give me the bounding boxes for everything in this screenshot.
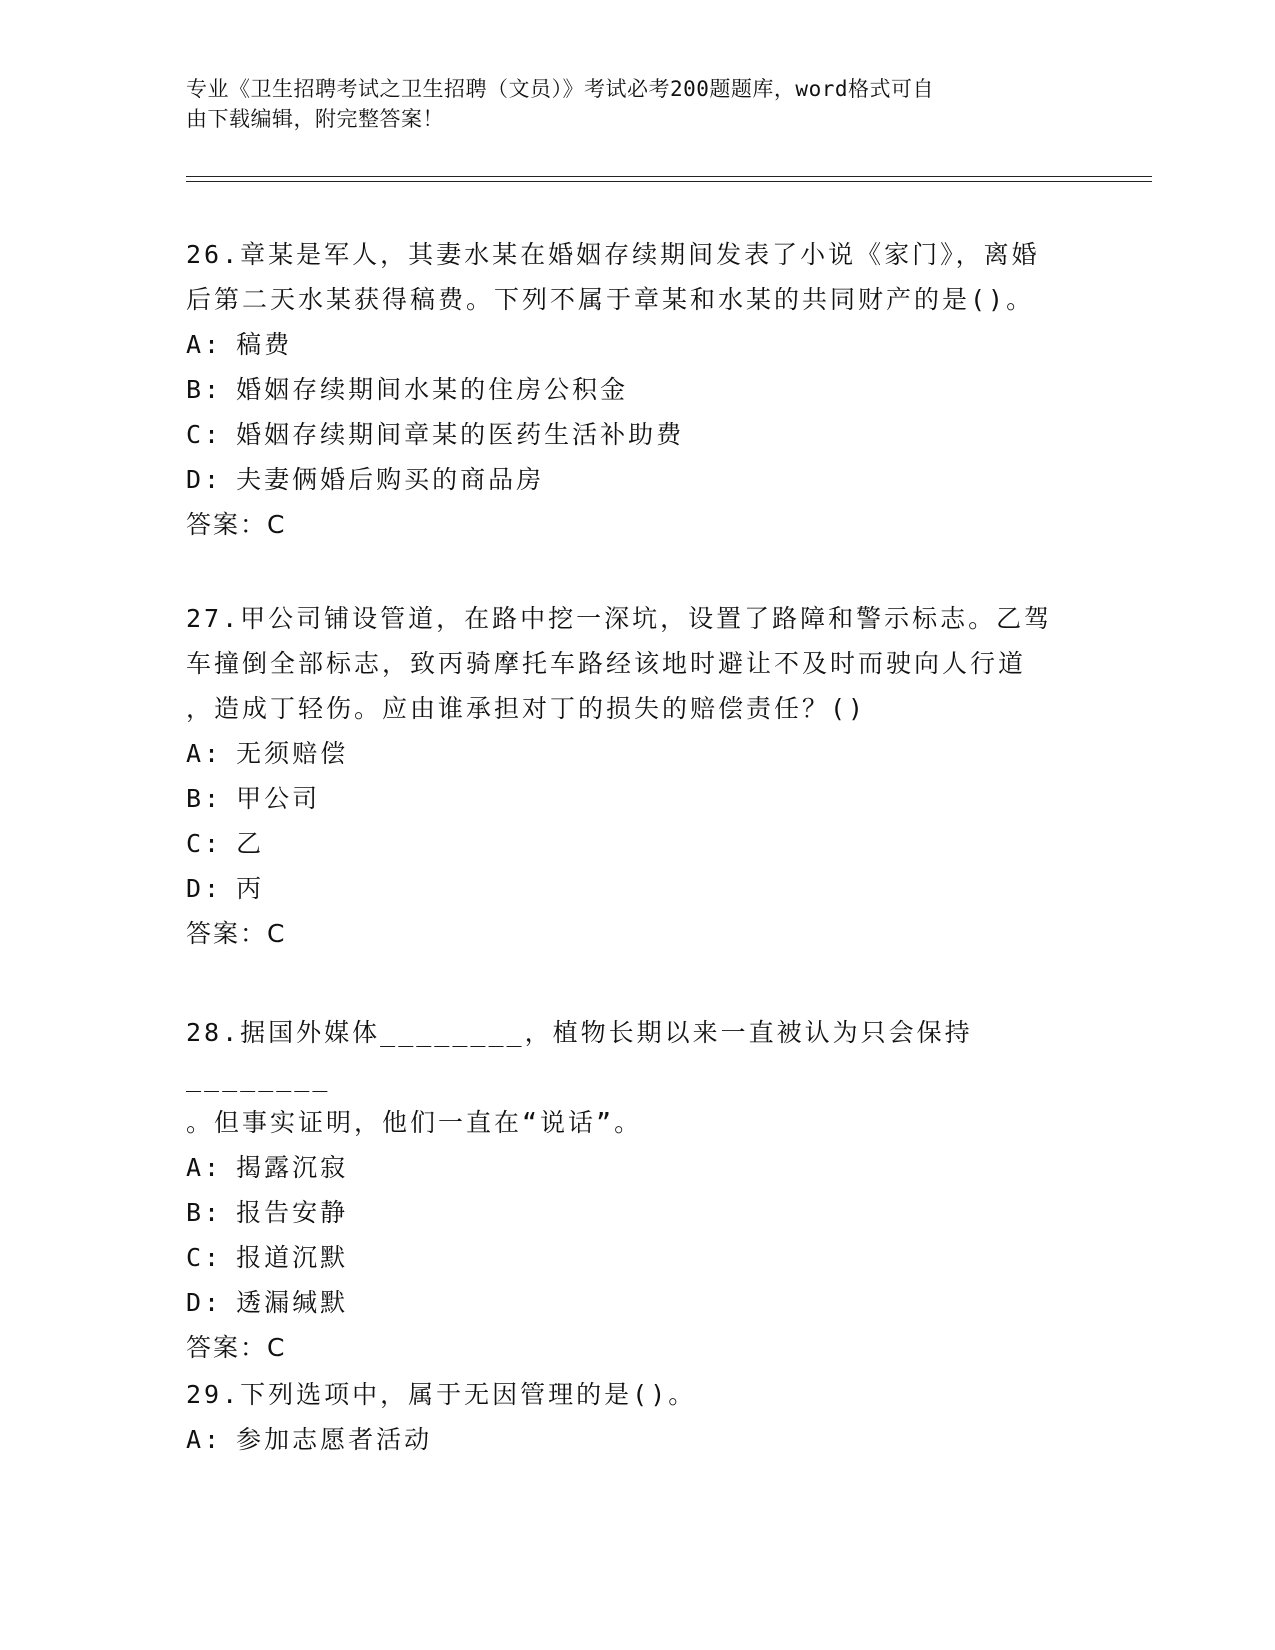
question-stem-line: 29.下列选项中，属于无因管理的是()。 [186, 1380, 697, 1409]
option-a [186, 322, 1086, 367]
option-text: 乙 [236, 829, 265, 858]
option-a [186, 1145, 1086, 1190]
question-stem-line: 。但事实证明，他们一直在“说话”。 [186, 1108, 643, 1137]
option-label: B: [186, 1198, 223, 1227]
question-26 [186, 232, 1086, 547]
option-label: A: [186, 1153, 223, 1182]
option-c [186, 821, 1086, 866]
option-label: C: [186, 1243, 223, 1272]
document-header [186, 74, 1066, 134]
question-29 [186, 1372, 1086, 1462]
answer: 答案：C [186, 1333, 287, 1362]
option-d [186, 866, 1086, 911]
option-text: 揭露沉寂 [236, 1153, 349, 1182]
answer: 答案：C [186, 919, 287, 948]
question-stem-line: ，造成丁轻伤。应由谁承担对丁的损失的赔偿责任？() [186, 694, 867, 723]
option-text: 夫妻俩婚后购买的商品房 [236, 465, 545, 494]
header-line-1: 专业《卫生招聘考试之卫生招聘（文员）》考试必考200题题库，word格式可自 [186, 77, 934, 101]
question-stem-line: 26.章某是军人，其妻水某在婚姻存续期间发表了小说《家门》，离婚 [186, 240, 1040, 269]
option-label: B: [186, 784, 223, 813]
question-stem [186, 1372, 1086, 1417]
header-divider-bottom [186, 181, 1152, 182]
option-label: C: [186, 829, 223, 858]
question-28 [186, 1010, 1086, 1370]
header-divider-top [186, 176, 1152, 177]
option-text: 婚姻存续期间水某的住房公积金 [236, 375, 629, 404]
option-label: A: [186, 1425, 223, 1454]
option-b [186, 1190, 1086, 1235]
question-stem [186, 232, 1086, 322]
option-c [186, 412, 1086, 457]
option-text: 婚姻存续期间章某的医药生活补助费 [236, 420, 685, 449]
option-text: 报告安静 [236, 1198, 349, 1227]
option-text: 稿费 [236, 330, 293, 359]
option-d [186, 457, 1086, 502]
option-text: 丙 [236, 874, 265, 903]
option-text: 无须赔偿 [236, 739, 349, 768]
option-label: D: [186, 465, 223, 494]
option-label: C: [186, 420, 223, 449]
option-a [186, 1417, 1086, 1462]
header-line-2: 由下载编辑，附完整答案！ [186, 107, 444, 131]
option-text: 参加志愿者活动 [236, 1425, 433, 1454]
question-stem-line: 27.甲公司铺设管道，在路中挖一深坑，设置了路障和警示标志。乙驾 [186, 604, 1053, 633]
question-stem-line: 后第二天水某获得稿费。下列不属于章某和水某的共同财产的是()。 [186, 285, 1035, 314]
option-a [186, 731, 1086, 776]
option-text: 报道沉默 [236, 1243, 349, 1272]
question-27 [186, 596, 1086, 956]
option-label: D: [186, 1288, 223, 1317]
question-stem-line: 车撞倒全部标志，致丙骑摩托车路经该地时避让不及时而驶向人行道 [186, 649, 1027, 678]
option-b [186, 776, 1086, 821]
option-c [186, 1235, 1086, 1280]
question-stem [186, 1010, 1086, 1145]
option-label: D: [186, 874, 223, 903]
option-b [186, 367, 1086, 412]
option-label: A: [186, 330, 223, 359]
option-text: 透漏缄默 [236, 1288, 349, 1317]
option-text: 甲公司 [236, 784, 321, 813]
answer: 答案：C [186, 510, 287, 539]
option-label: A: [186, 739, 223, 768]
question-stem [186, 596, 1086, 731]
question-stem-line: 28.据国外媒体________，植物长期以来一直被认为只会保持________ [186, 1018, 973, 1092]
option-label: B: [186, 375, 223, 404]
option-d [186, 1280, 1086, 1325]
